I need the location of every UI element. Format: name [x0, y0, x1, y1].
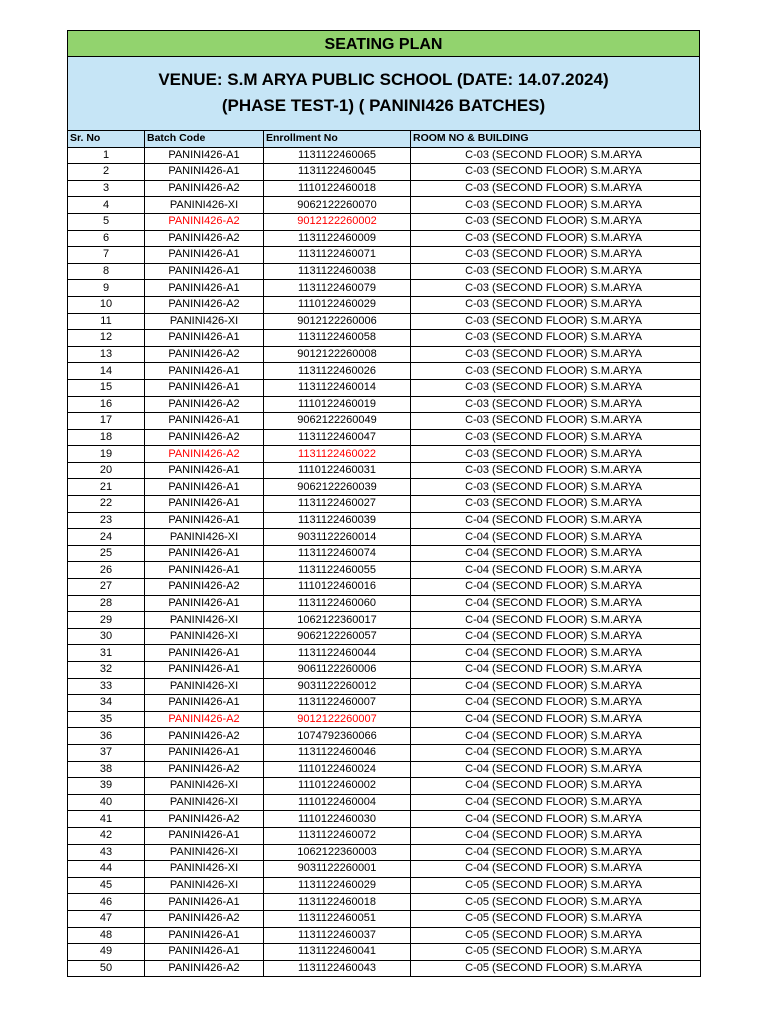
- seating-plan-sheet: [67, 30, 700, 977]
- room-cell: C-03 (SECOND FLOOR) S.M.ARYA: [411, 296, 701, 313]
- batch-code-cell: PANINI426-XI: [145, 678, 264, 695]
- enrollment-cell: 1131122460065: [264, 147, 411, 164]
- room-cell: C-04 (SECOND FLOOR) S.M.ARYA: [411, 612, 701, 629]
- sr-no-cell: 2: [68, 164, 145, 181]
- sr-no-cell: 19: [68, 446, 145, 463]
- table-row: [68, 695, 701, 712]
- sr-no-cell: 44: [68, 861, 145, 878]
- room-cell: C-03 (SECOND FLOOR) S.M.ARYA: [411, 363, 701, 380]
- batch-code-cell: PANINI426-A1: [145, 744, 264, 761]
- batch-code-cell: PANINI426-A2: [145, 230, 264, 247]
- enrollment-cell: 1110122460029: [264, 296, 411, 313]
- sr-no-cell: 29: [68, 612, 145, 629]
- sr-no-cell: 31: [68, 645, 145, 662]
- enrollment-cell: 1110122460016: [264, 579, 411, 596]
- room-cell: C-04 (SECOND FLOOR) S.M.ARYA: [411, 529, 701, 546]
- table-row: [68, 612, 701, 629]
- enrollment-cell: 9031122260014: [264, 529, 411, 546]
- table-row: [68, 512, 701, 529]
- sr-no-cell: 36: [68, 728, 145, 745]
- room-cell: C-03 (SECOND FLOOR) S.M.ARYA: [411, 230, 701, 247]
- table-row: [68, 180, 701, 197]
- enrollment-cell: 9062122260049: [264, 413, 411, 430]
- enrollment-cell: 1131122460072: [264, 827, 411, 844]
- enrollment-cell: 1131122460037: [264, 927, 411, 944]
- batch-code-cell: PANINI426-A1: [145, 147, 264, 164]
- sr-no-cell: 18: [68, 429, 145, 446]
- room-cell: C-03 (SECOND FLOOR) S.M.ARYA: [411, 313, 701, 330]
- batch-code-cell: PANINI426-XI: [145, 197, 264, 214]
- table-row: [68, 761, 701, 778]
- room-cell: C-04 (SECOND FLOOR) S.M.ARYA: [411, 827, 701, 844]
- room-cell: C-04 (SECOND FLOOR) S.M.ARYA: [411, 728, 701, 745]
- enrollment-cell: 1131122460038: [264, 263, 411, 280]
- enrollment-cell: 1131122460055: [264, 562, 411, 579]
- batch-code-cell: PANINI426-A1: [145, 827, 264, 844]
- enrollment-cell: 1062122360003: [264, 844, 411, 861]
- room-cell: C-04 (SECOND FLOOR) S.M.ARYA: [411, 861, 701, 878]
- batch-code-cell: PANINI426-A2: [145, 213, 264, 230]
- sr-no-cell: 34: [68, 695, 145, 712]
- table-row: [68, 579, 701, 596]
- table-row: [68, 147, 701, 164]
- room-cell: C-03 (SECOND FLOOR) S.M.ARYA: [411, 429, 701, 446]
- enrollment-cell: 1131122460039: [264, 512, 411, 529]
- room-cell: C-04 (SECOND FLOOR) S.M.ARYA: [411, 662, 701, 679]
- table-row: [68, 827, 701, 844]
- enrollment-cell: 1131122460074: [264, 545, 411, 562]
- room-cell: C-03 (SECOND FLOOR) S.M.ARYA: [411, 280, 701, 297]
- header-enrollment-no: Enrollment No: [264, 131, 411, 148]
- sr-no-cell: 43: [68, 844, 145, 861]
- room-cell: C-05 (SECOND FLOOR) S.M.ARYA: [411, 877, 701, 894]
- table-row: [68, 479, 701, 496]
- batch-code-cell: PANINI426-A1: [145, 330, 264, 347]
- sr-no-cell: 13: [68, 346, 145, 363]
- table-row: [68, 164, 701, 181]
- enrollment-cell: 9012122260006: [264, 313, 411, 330]
- table-row: [68, 296, 701, 313]
- table-row: [68, 778, 701, 795]
- table-row: [68, 462, 701, 479]
- enrollment-cell: 9062122260039: [264, 479, 411, 496]
- table-row: [68, 960, 701, 977]
- room-cell: C-03 (SECOND FLOOR) S.M.ARYA: [411, 462, 701, 479]
- batch-code-cell: PANINI426-A2: [145, 180, 264, 197]
- enrollment-cell: 1131122460018: [264, 894, 411, 911]
- sr-no-cell: 38: [68, 761, 145, 778]
- batch-code-cell: PANINI426-A2: [145, 296, 264, 313]
- sr-no-cell: 45: [68, 877, 145, 894]
- enrollment-cell: 9012122260007: [264, 711, 411, 728]
- sr-no-cell: 46: [68, 894, 145, 911]
- room-cell: C-04 (SECOND FLOOR) S.M.ARYA: [411, 678, 701, 695]
- enrollment-cell: 1131122460047: [264, 429, 411, 446]
- room-cell: C-04 (SECOND FLOOR) S.M.ARYA: [411, 628, 701, 645]
- room-cell: C-05 (SECOND FLOOR) S.M.ARYA: [411, 927, 701, 944]
- room-cell: C-03 (SECOND FLOOR) S.M.ARYA: [411, 197, 701, 214]
- table-row: [68, 927, 701, 944]
- enrollment-cell: 1131122460060: [264, 595, 411, 612]
- enrollment-cell: 1131122460026: [264, 363, 411, 380]
- enrollment-cell: 9061122260006: [264, 662, 411, 679]
- batch-code-cell: PANINI426-A2: [145, 446, 264, 463]
- batch-code-cell: PANINI426-XI: [145, 861, 264, 878]
- enrollment-cell: 1131122460051: [264, 910, 411, 927]
- sr-no-cell: 49: [68, 944, 145, 961]
- table-row: [68, 728, 701, 745]
- header-room: ROOM NO & BUILDING: [411, 131, 701, 148]
- batch-code-cell: PANINI426-A2: [145, 346, 264, 363]
- batch-code-cell: PANINI426-A1: [145, 595, 264, 612]
- sr-no-cell: 22: [68, 496, 145, 513]
- batch-code-cell: PANINI426-A2: [145, 811, 264, 828]
- room-cell: C-04 (SECOND FLOOR) S.M.ARYA: [411, 811, 701, 828]
- room-cell: C-04 (SECOND FLOOR) S.M.ARYA: [411, 545, 701, 562]
- room-cell: C-04 (SECOND FLOOR) S.M.ARYA: [411, 744, 701, 761]
- batch-code-cell: PANINI426-A1: [145, 562, 264, 579]
- batch-code-cell: PANINI426-A2: [145, 728, 264, 745]
- sr-no-cell: 27: [68, 579, 145, 596]
- room-cell: C-04 (SECOND FLOOR) S.M.ARYA: [411, 695, 701, 712]
- room-cell: C-04 (SECOND FLOOR) S.M.ARYA: [411, 844, 701, 861]
- sr-no-cell: 33: [68, 678, 145, 695]
- table-row: [68, 678, 701, 695]
- batch-code-cell: PANINI426-XI: [145, 612, 264, 629]
- batch-code-cell: PANINI426-XI: [145, 628, 264, 645]
- table-row: [68, 413, 701, 430]
- batch-code-cell: PANINI426-A2: [145, 960, 264, 977]
- room-cell: C-04 (SECOND FLOOR) S.M.ARYA: [411, 562, 701, 579]
- table-body: [68, 147, 701, 977]
- room-cell: C-04 (SECOND FLOOR) S.M.ARYA: [411, 512, 701, 529]
- seating-table: [67, 130, 701, 977]
- batch-code-cell: PANINI426-A1: [145, 512, 264, 529]
- room-cell: C-04 (SECOND FLOOR) S.M.ARYA: [411, 711, 701, 728]
- enrollment-cell: 1131122460007: [264, 695, 411, 712]
- table-row: [68, 230, 701, 247]
- table-row: [68, 280, 701, 297]
- enrollment-cell: 1110122460024: [264, 761, 411, 778]
- table-row: [68, 844, 701, 861]
- room-cell: C-03 (SECOND FLOOR) S.M.ARYA: [411, 479, 701, 496]
- room-cell: C-05 (SECOND FLOOR) S.M.ARYA: [411, 944, 701, 961]
- table-row: [68, 247, 701, 264]
- table-row: [68, 595, 701, 612]
- room-cell: C-05 (SECOND FLOOR) S.M.ARYA: [411, 960, 701, 977]
- sr-no-cell: 40: [68, 794, 145, 811]
- sr-no-cell: 28: [68, 595, 145, 612]
- header-sr-no: Sr. No: [68, 131, 145, 148]
- table-row: [68, 877, 701, 894]
- batch-code-cell: PANINI426-A1: [145, 479, 264, 496]
- table-row: [68, 197, 701, 214]
- enrollment-cell: 1110122460030: [264, 811, 411, 828]
- batch-code-cell: PANINI426-A1: [145, 645, 264, 662]
- batch-code-cell: PANINI426-A2: [145, 429, 264, 446]
- venue-line-2: (PHASE TEST-1) ( PANINI426 BATCHES): [221, 96, 546, 115]
- enrollment-cell: 1131122460045: [264, 164, 411, 181]
- sr-no-cell: 30: [68, 628, 145, 645]
- room-cell: C-04 (SECOND FLOOR) S.M.ARYA: [411, 778, 701, 795]
- batch-code-cell: PANINI426-A2: [145, 711, 264, 728]
- venue-banner: [67, 57, 700, 130]
- sr-no-cell: 17: [68, 413, 145, 430]
- enrollment-cell: 1131122460029: [264, 877, 411, 894]
- sr-no-cell: 47: [68, 910, 145, 927]
- room-cell: C-03 (SECOND FLOOR) S.M.ARYA: [411, 180, 701, 197]
- enrollment-cell: 9012122260008: [264, 346, 411, 363]
- table-row: [68, 330, 701, 347]
- table-row: [68, 662, 701, 679]
- batch-code-cell: PANINI426-A2: [145, 396, 264, 413]
- header-batch-code: Batch Code: [145, 131, 264, 148]
- sr-no-cell: 50: [68, 960, 145, 977]
- enrollment-cell: 1110122460002: [264, 778, 411, 795]
- sr-no-cell: 6: [68, 230, 145, 247]
- batch-code-cell: PANINI426-XI: [145, 877, 264, 894]
- batch-code-cell: PANINI426-XI: [145, 778, 264, 795]
- sr-no-cell: 15: [68, 379, 145, 396]
- table-row: [68, 744, 701, 761]
- batch-code-cell: PANINI426-A1: [145, 413, 264, 430]
- batch-code-cell: PANINI426-A1: [145, 695, 264, 712]
- table-row: [68, 396, 701, 413]
- sr-no-cell: 12: [68, 330, 145, 347]
- sr-no-cell: 21: [68, 479, 145, 496]
- room-cell: C-03 (SECOND FLOOR) S.M.ARYA: [411, 164, 701, 181]
- enrollment-cell: 1110122460019: [264, 396, 411, 413]
- sr-no-cell: 20: [68, 462, 145, 479]
- batch-code-cell: PANINI426-A1: [145, 927, 264, 944]
- sr-no-cell: 41: [68, 811, 145, 828]
- batch-code-cell: PANINI426-A2: [145, 579, 264, 596]
- table-row: [68, 496, 701, 513]
- table-row: [68, 562, 701, 579]
- batch-code-cell: PANINI426-A1: [145, 247, 264, 264]
- enrollment-cell: 1131122460058: [264, 330, 411, 347]
- enrollment-cell: 9012122260002: [264, 213, 411, 230]
- room-cell: C-03 (SECOND FLOOR) S.M.ARYA: [411, 379, 701, 396]
- sr-no-cell: 5: [68, 213, 145, 230]
- batch-code-cell: PANINI426-A1: [145, 363, 264, 380]
- batch-code-cell: PANINI426-A1: [145, 379, 264, 396]
- table-row: [68, 213, 701, 230]
- enrollment-cell: 1131122460043: [264, 960, 411, 977]
- batch-code-cell: PANINI426-A2: [145, 910, 264, 927]
- sr-no-cell: 3: [68, 180, 145, 197]
- table-row: [68, 379, 701, 396]
- batch-code-cell: PANINI426-XI: [145, 844, 264, 861]
- room-cell: C-03 (SECOND FLOOR) S.M.ARYA: [411, 496, 701, 513]
- table-row: [68, 313, 701, 330]
- batch-code-cell: PANINI426-A1: [145, 545, 264, 562]
- batch-code-cell: PANINI426-XI: [145, 529, 264, 546]
- sr-no-cell: 39: [68, 778, 145, 795]
- room-cell: C-03 (SECOND FLOOR) S.M.ARYA: [411, 396, 701, 413]
- room-cell: C-03 (SECOND FLOOR) S.M.ARYA: [411, 346, 701, 363]
- enrollment-cell: 9031122260001: [264, 861, 411, 878]
- sr-no-cell: 25: [68, 545, 145, 562]
- room-cell: C-04 (SECOND FLOOR) S.M.ARYA: [411, 761, 701, 778]
- enrollment-cell: 9062122260070: [264, 197, 411, 214]
- enrollment-cell: 1131122460014: [264, 379, 411, 396]
- venue-line-1: VENUE: S.M ARYA PUBLIC SCHOOL (DATE: 14.07.2024): [158, 70, 609, 89]
- room-cell: C-03 (SECOND FLOOR) S.M.ARYA: [411, 263, 701, 280]
- sr-no-cell: 37: [68, 744, 145, 761]
- table-row: [68, 894, 701, 911]
- batch-code-cell: PANINI426-XI: [145, 313, 264, 330]
- room-cell: C-03 (SECOND FLOOR) S.M.ARYA: [411, 446, 701, 463]
- sr-no-cell: 8: [68, 263, 145, 280]
- batch-code-cell: PANINI426-A2: [145, 761, 264, 778]
- batch-code-cell: PANINI426-A1: [145, 496, 264, 513]
- room-cell: C-03 (SECOND FLOOR) S.M.ARYA: [411, 330, 701, 347]
- sr-no-cell: 35: [68, 711, 145, 728]
- batch-code-cell: PANINI426-A1: [145, 164, 264, 181]
- table-header-row: [68, 131, 701, 148]
- room-cell: C-04 (SECOND FLOOR) S.M.ARYA: [411, 645, 701, 662]
- sr-no-cell: 10: [68, 296, 145, 313]
- sr-no-cell: 23: [68, 512, 145, 529]
- sr-no-cell: 16: [68, 396, 145, 413]
- sr-no-cell: 11: [68, 313, 145, 330]
- room-cell: C-03 (SECOND FLOOR) S.M.ARYA: [411, 247, 701, 264]
- table-row: [68, 861, 701, 878]
- batch-code-cell: PANINI426-A1: [145, 280, 264, 297]
- table-row: [68, 545, 701, 562]
- enrollment-cell: 1110122460004: [264, 794, 411, 811]
- table-row: [68, 363, 701, 380]
- enrollment-cell: 1131122460027: [264, 496, 411, 513]
- table-row: [68, 645, 701, 662]
- table-row: [68, 811, 701, 828]
- room-cell: C-03 (SECOND FLOOR) S.M.ARYA: [411, 413, 701, 430]
- enrollment-cell: 1131122460041: [264, 944, 411, 961]
- room-cell: C-04 (SECOND FLOOR) S.M.ARYA: [411, 595, 701, 612]
- sheet-title: SEATING PLAN: [67, 30, 700, 57]
- enrollment-cell: 1131122460046: [264, 744, 411, 761]
- table-row: [68, 910, 701, 927]
- table-row: [68, 944, 701, 961]
- sr-no-cell: 14: [68, 363, 145, 380]
- room-cell: C-03 (SECOND FLOOR) S.M.ARYA: [411, 147, 701, 164]
- batch-code-cell: PANINI426-A1: [145, 894, 264, 911]
- batch-code-cell: PANINI426-A1: [145, 662, 264, 679]
- sr-no-cell: 7: [68, 247, 145, 264]
- sr-no-cell: 1: [68, 147, 145, 164]
- enrollment-cell: 1062122360017: [264, 612, 411, 629]
- table-row: [68, 711, 701, 728]
- enrollment-cell: 1131122460044: [264, 645, 411, 662]
- sr-no-cell: 24: [68, 529, 145, 546]
- enrollment-cell: 9062122260057: [264, 628, 411, 645]
- room-cell: C-03 (SECOND FLOOR) S.M.ARYA: [411, 213, 701, 230]
- enrollment-cell: 1110122460031: [264, 462, 411, 479]
- table-row: [68, 263, 701, 280]
- table-row: [68, 429, 701, 446]
- batch-code-cell: PANINI426-A1: [145, 263, 264, 280]
- enrollment-cell: 1131122460079: [264, 280, 411, 297]
- table-row: [68, 346, 701, 363]
- table-row: [68, 446, 701, 463]
- batch-code-cell: PANINI426-A1: [145, 944, 264, 961]
- batch-code-cell: PANINI426-XI: [145, 794, 264, 811]
- sr-no-cell: 48: [68, 927, 145, 944]
- room-cell: C-05 (SECOND FLOOR) S.M.ARYA: [411, 910, 701, 927]
- table-row: [68, 794, 701, 811]
- batch-code-cell: PANINI426-A1: [145, 462, 264, 479]
- room-cell: C-05 (SECOND FLOOR) S.M.ARYA: [411, 894, 701, 911]
- sr-no-cell: 4: [68, 197, 145, 214]
- sr-no-cell: 42: [68, 827, 145, 844]
- sr-no-cell: 32: [68, 662, 145, 679]
- enrollment-cell: 1131122460009: [264, 230, 411, 247]
- room-cell: C-04 (SECOND FLOOR) S.M.ARYA: [411, 579, 701, 596]
- enrollment-cell: 1074792360066: [264, 728, 411, 745]
- enrollment-cell: 1131122460071: [264, 247, 411, 264]
- enrollment-cell: 9031122260012: [264, 678, 411, 695]
- sr-no-cell: 9: [68, 280, 145, 297]
- sr-no-cell: 26: [68, 562, 145, 579]
- table-row: [68, 529, 701, 546]
- enrollment-cell: 1131122460022: [264, 446, 411, 463]
- room-cell: C-04 (SECOND FLOOR) S.M.ARYA: [411, 794, 701, 811]
- enrollment-cell: 1110122460018: [264, 180, 411, 197]
- table-row: [68, 628, 701, 645]
